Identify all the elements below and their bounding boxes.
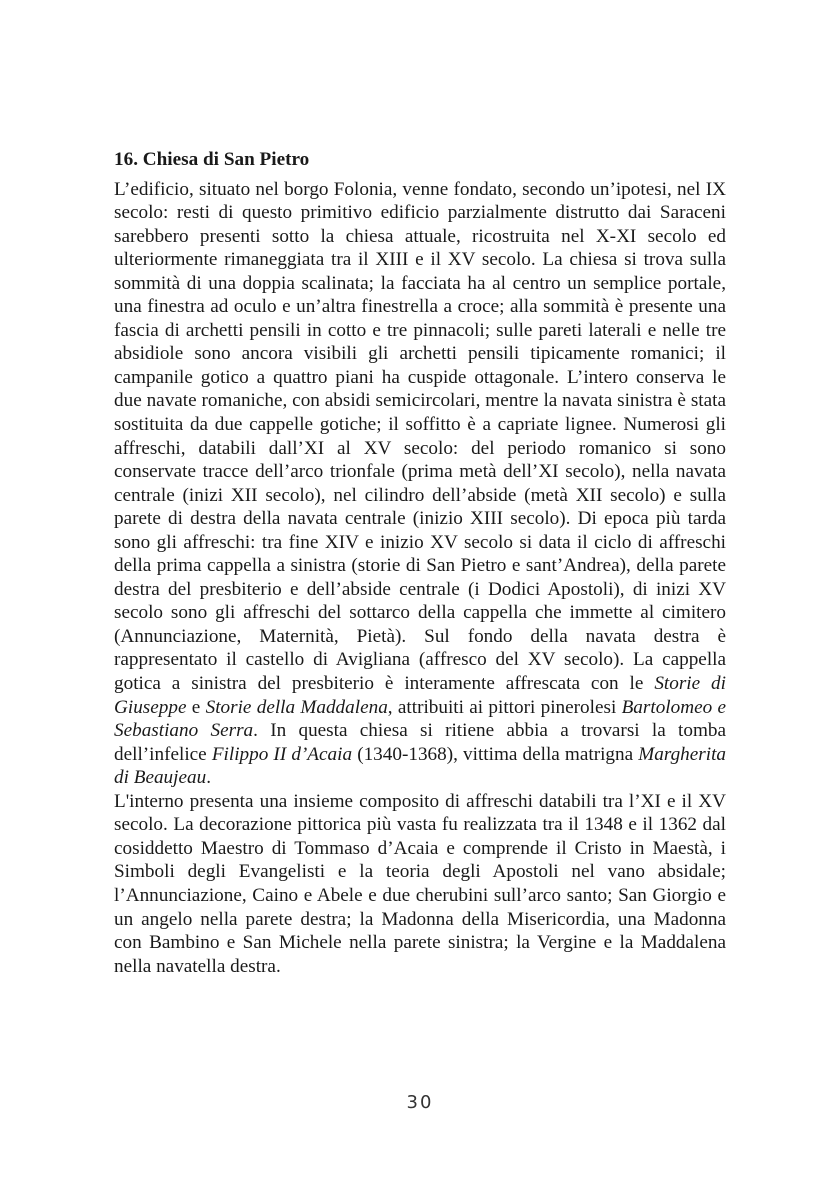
text-run: e [186, 696, 206, 718]
italic-title: Storie di Giuseppe [114, 673, 726, 718]
text-run: (1340-1368), vittima della matrigna [352, 743, 639, 765]
body-text [114, 148, 726, 978]
page-number: 30 [406, 1092, 434, 1113]
italic-title: Bartolomeo e Sebastiano Serra [114, 696, 726, 742]
italic-title: Margherita di Beaujeau [114, 743, 727, 789]
paragraph-frescoes: L'interno presenta una insieme composito di affreschi databili tra l’XI e il XV secolo. La decorazione pittorica più vasta fu realizzata tra il 1348 e il 1362 dal cosiddetto Maestro di Tommaso d’Acaia e comprende il Cristo in Maestà, i Simboli degli Evangelisti e la teoria degli Apostoli nel vano absidale; l’Annunciazione, Caino e Abele e due cherubini sull’arco santo; San Giorgio e un angelo nella parete destra; la Madonna della Misericordia, una Madonna con Bambino e San Michele nella parete sinistra; la Vergine e la Maddalena nella navatella destra. [114, 790, 726, 977]
italic-title: Filippo II d’Acaia [211, 743, 353, 765]
text-run: L’edificio, situato nel borgo Folonia, venne fondato, secondo un’ipotesi, nel IX secolo: resti di questo primitivo edificio parzialmente distrutto dai Saraceni sarebbero presenti sotto la chiesa attuale, ricostruita nel X-XI secolo ed ulteriormente rimaneggiata tra il XIII e il XV secolo. La chiesa si trova sulla sommità di una doppia scalinata; la facciata ha al centro un semplice portale, una finestra ad oculo e un’altra finestrella a croce; alla sommità è presente una fascia di archetti pensili in cotto e tre pinnacoli; sulle pareti laterali e nelle tre absidiole sono ancora visibili gli archetti pensili tipicamente romanici; il campanile gotico a quattro piani ha cuspide ottagonale. L’intero conserva le due navate romaniche, con absidi semicircolari, mentre la navata sinistra è stata sostituita da due cappelle gotiche; il soffitto è a capriate lignee. Numerosi gli affreschi, databili dall’XI al XV secolo: del periodo romanico si sono conservate tracce dell’arco trionfale (prima metà dell’XI secolo), nella navata centrale (inizi XII secolo), nel cilindro dell’abside (metà XII secolo) e sulla parete di destra della navata centrale (inizio XIII secolo). Di epoca più tarda sono gli affreschi: tra fine XIV e inizio XV secolo si data il ciclo di affreschi della prima cappella a sinistra (storie di San Pietro e sant’Andrea), della parete destra del presbiterio e dell’abside centrale (i Dodici Apostoli), di inizi XV secolo sono gli affreschi del sottarco della cappella che immette al cimitero (Annunciazione, Maternità, Pietà). Sul fondo della navata destra è rappresentato il castello di Avigliana (affresco del XV secolo). La cappella gotica a sinistra del presbiterio è interamente affrescata con le [114, 178, 726, 695]
text-run: , attribuiti ai pittori pinerolesi [387, 696, 622, 718]
section-heading: 16. Chiesa di San Pietro [114, 149, 310, 170]
italic-title: Storie della Maddalena [205, 696, 388, 718]
text-run: . [206, 767, 211, 789]
text-run: . In questa chiesa si ritiene abbia a trovarsi la tomba dell’infelice [114, 720, 726, 765]
paragraph-history [114, 178, 726, 790]
